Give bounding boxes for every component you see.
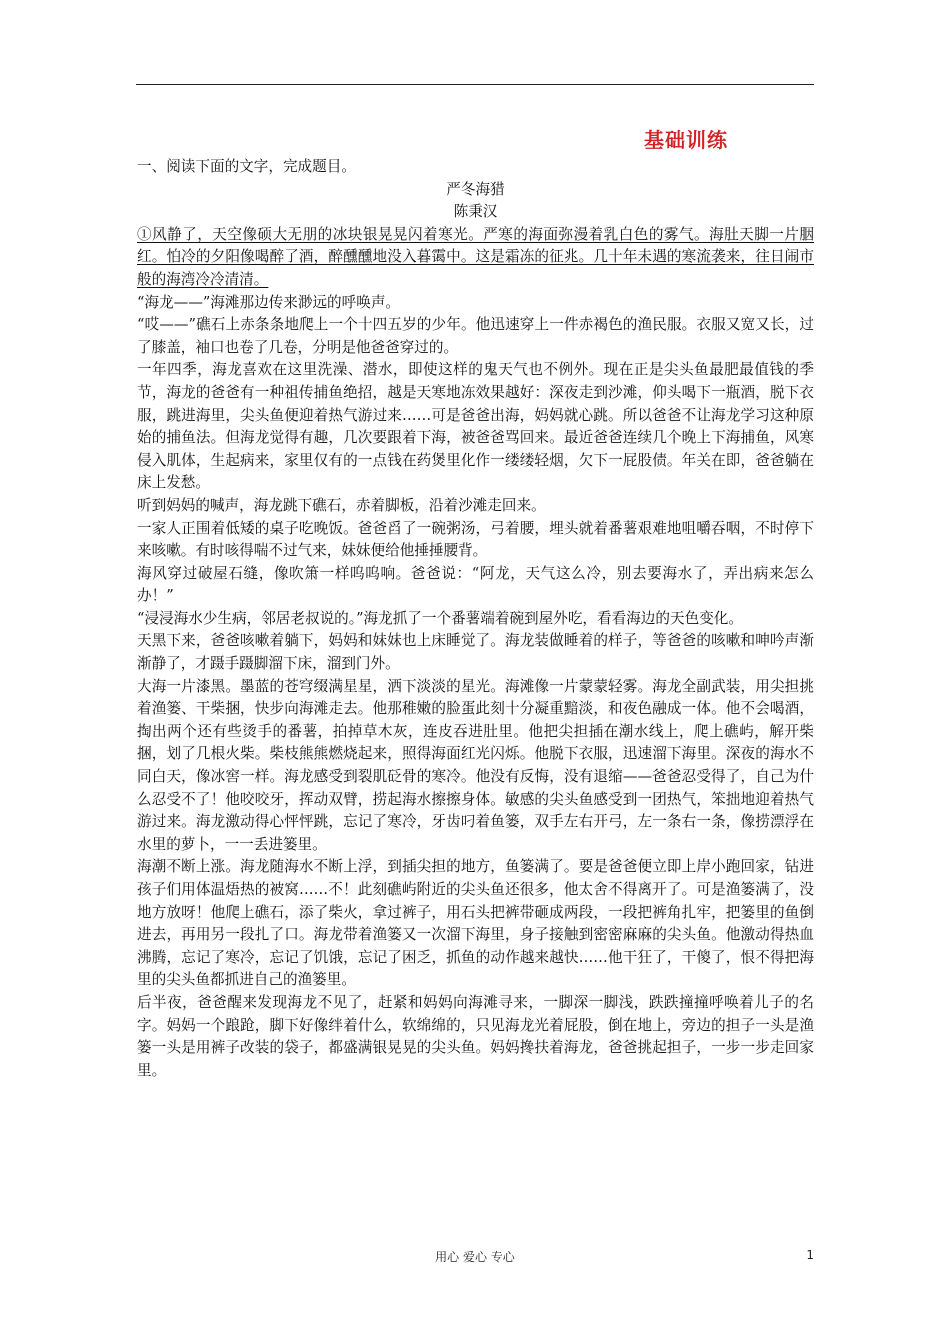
paragraph: 一年四季，海龙喜欢在这里洗澡、潜水，即使这样的鬼天气也不例外。现在正是尖头鱼最肥最值钱的季节，海龙的爸爸有一种祖传捕鱼绝招，越是天寒地冻效果越好：深夜走到沙滩，仰头喝下一瓶酒，脱下衣服，跳进海里，尖头鱼便迎着热气游过来……可是爸爸出海，妈妈就心跳。所以爸爸不让海龙学习这种原始的捕鱼法。但海龙觉得有趣，几次要跟着下海，被爸爸骂回来。最近爸爸连续几个晚上下海捕鱼，风寒侵入肌体，生起病来，家里仅有的一点钱在药煲里化作一缕缕轻烟，欠下一屁股债。年关在即，爸爸躺在床上发愁。 bbox=[137, 361, 814, 492]
paragraph: 天黑下来，爸爸咳嗽着躺下，妈妈和妹妹也上床睡觉了。海龙装做睡着的样子，等爸爸的咳嗽和呻吟声渐渐静了，才蹑手蹑脚溜下床，溜到门外。 bbox=[137, 632, 814, 673]
paragraph: 大海一片漆黑。墨蓝的苍穹缀满星星，洒下淡淡的星光。海滩像一片蒙蒙轻雾。海龙全副武装，用尖担挑着渔篓、干柴捆，快步向海滩走去。他那稚嫩的脸蛋此刻十分凝重黯淡，和夜色融成一体。他不会喝酒，掏出两个还有些烫手的番薯，拍掉草木灰，连皮吞进肚里。他把尖担插在潮水线上，爬上礁屿，解开柴捆，划了几根火柴。柴枝熊熊燃烧起来，照得海面红光闪烁。他脱下衣服，迅速溜下海里。深夜的海水不同白天，像冰窖一样。海龙感受到裂肌砭骨的寒冷。他没有反悔，没有退缩——爸爸忍受得了，自己为什么忍受不了！他咬咬牙，挥动双臂，捞起海水擦擦身体。敏感的尖头鱼感受到一团热气，笨拙地迎着热气游过来。海龙激动得心怦怦跳，忘记了寒冷，牙齿叼着鱼篓，双手左右开弓，左一条右一条，像捞漂浮在水里的萝卜，一一丢进篓里。 bbox=[137, 677, 814, 853]
paragraph: “哎——”礁石上赤条条地爬上一个十四五岁的少年。他迅速穿上一件赤褐色的渔民服。衣服又宽又长，过了膝盖，袖口也卷了几卷，分明是他爸爸穿过的。 bbox=[137, 316, 814, 356]
paragraph: 一家人正围着低矮的桌子吃晚饭。爸爸舀了一碗粥汤，弓着腰，埋头就着番薯艰难地咀嚼吞咽，不时停下来咳嗽。有时咳得喘不过气来，妹妹便给他捶捶腰背。 bbox=[137, 519, 814, 560]
paragraph: “海龙——”海滩那边传来渺远的呼唤声。 bbox=[137, 293, 401, 311]
paragraph: 海风穿过破屋石缝，像吹箫一样呜呜响。爸爸说：“阿龙，天气这么冷，别去要海水了，弄出病来怎么办！” bbox=[137, 564, 814, 605]
page-number: 1 bbox=[806, 1248, 814, 1262]
section-heading: 基础训练 bbox=[644, 128, 728, 152]
paragraph: 后半夜，爸爸醒来发现海龙不见了，赶紧和妈妈向海滩寻来，一脚深一脚浅，跌跌撞撞呼唤着儿子的名字。妈妈一个踉跄，脚下好像绊着什么，软绵绵的，只见海龙光着屁股，倒在地上，旁边的担子一头是渔篓一头是用裤子改装的袋子，都盛满银晃晃的尖头鱼。妈妈搀扶着海龙，爸爸挑起担子，一步一步走回家里。 bbox=[137, 993, 814, 1079]
paragraph-1-underlined: ①风静了，天空像硕大无朋的冰块银晃晃闪着寒光。严寒的海面弥漫着乳白色的雾气。海肚天脚一片胭红。怕冷的夕阳像喝醉了酒，醉醺醺地没入暮霭中。这是霜冻的征兆。几十年未遇的寒流袭来，往日闹市般的海湾冷冷清清。 bbox=[137, 225, 814, 288]
article-author: 陈秉汉 bbox=[453, 203, 498, 221]
question-prompt: 一、阅读下面的文字，完成题目。 bbox=[137, 158, 356, 175]
paragraph: 听到妈妈的喊声，海龙跳下礁石，赤着脚板，沿着沙滩走回来。 bbox=[137, 496, 546, 514]
article-title: 严冬海猎 bbox=[446, 180, 505, 198]
document-body bbox=[137, 156, 814, 1082]
paragraph: 海潮不断上涨。海龙随海水不断上浮，到插尖担的地方，鱼篓满了。要是爸爸便立即上岸小跑回家，钻进孩子们用体温焐热的被窝……不！此刻礁屿附近的尖头鱼还很多，他太舍不得离开了。可是渔篓满了，没地方放呀！他爬上礁石，添了柴火，拿过裤子，用石头把裤带砸成两段，一段把裤角扎牢，把篓里的鱼倒进去，再用另一段扎了口。海龙带着渔篓又一次溜下海里，身子接触到密密麻麻的尖头鱼。他激动得热血沸腾，忘记了寒冷，忘记了饥饿，忘记了困乏，抓鱼的动作越来越快……他干狂了，干傻了，恨不得把海里的尖头鱼都抓进自己的渔篓里。 bbox=[137, 858, 814, 989]
paragraph: “浸浸海水少生病，邻居老叔说的。”海龙抓了一个番薯端着碗到屋外吃，看看海边的天色变化。 bbox=[137, 609, 743, 627]
header-rule bbox=[136, 84, 814, 85]
footer-slogan: 用心 爱心 专心 bbox=[435, 1250, 515, 1264]
